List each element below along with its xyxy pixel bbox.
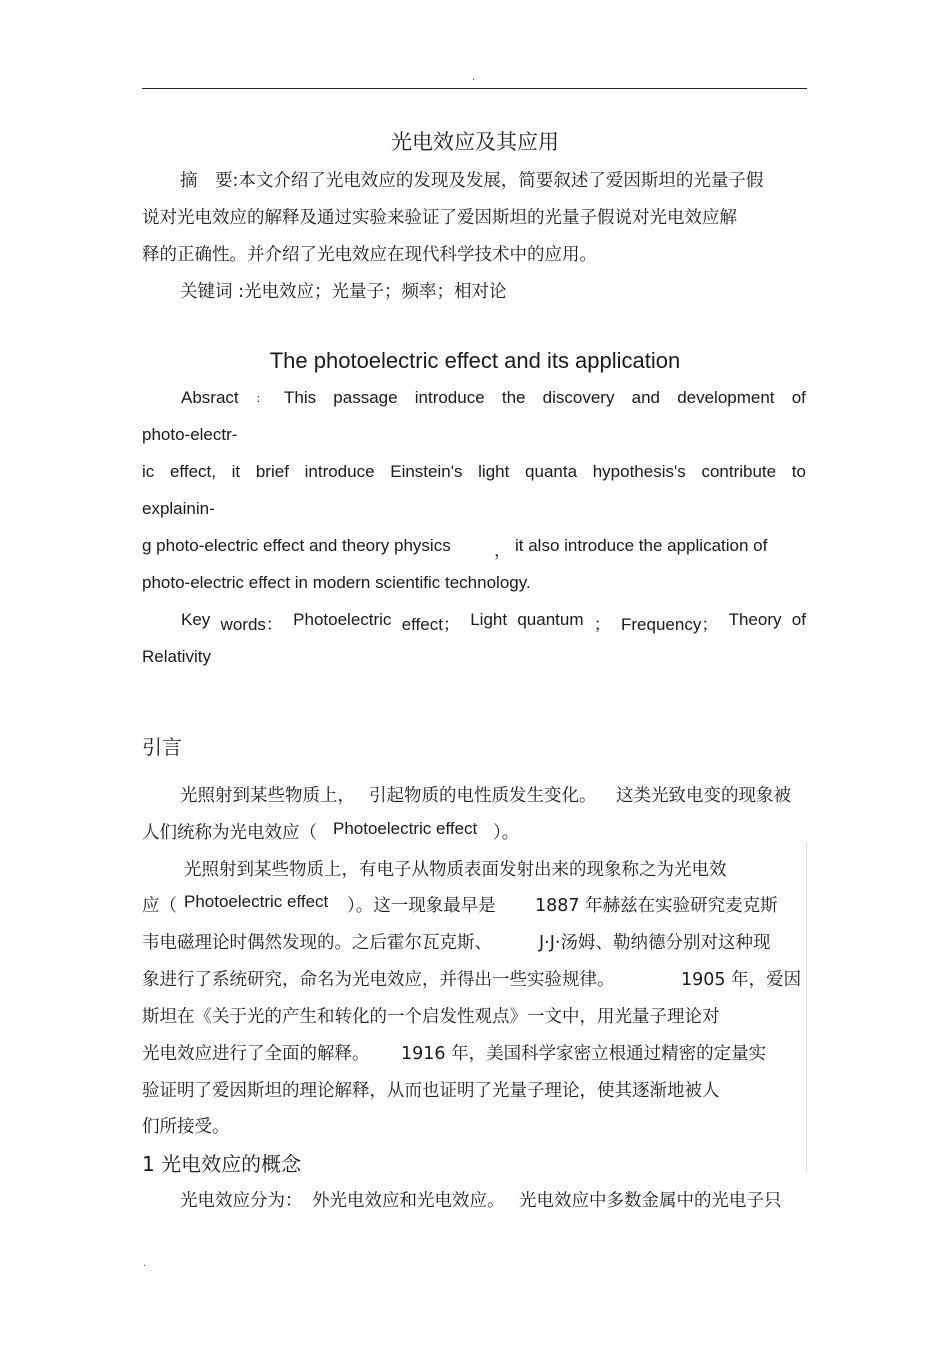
word: discovery (542, 388, 615, 407)
word: effect, (169, 462, 216, 481)
word: ic (142, 462, 155, 481)
intro-p2-line-2c: ）。这一现象最早是 (347, 896, 496, 916)
intro-p2-line-2d: 1887 年赫兹在实验研究麦克斯 (535, 896, 778, 916)
section-1-line-1c: 光电效应中多数金属中的光电子只 (519, 1191, 782, 1211)
abstract-en-line-2: photo-electr- (142, 425, 238, 444)
word: of (791, 388, 806, 407)
keywords-en-line-1 (181, 610, 806, 635)
intro-p1-line-2c: ）。 (493, 823, 520, 843)
abstract-en-line-5a: g photo-electric effect and theory physics (142, 536, 451, 555)
word: the (501, 388, 526, 407)
word: of (791, 610, 806, 629)
word: and (631, 388, 661, 407)
intro-p2-line-6a: 光电效应进行了全面的解释。 (142, 1044, 370, 1064)
intro-heading: 引言 (142, 735, 182, 759)
abstract-en-line-5b: ， (494, 541, 511, 560)
word: passage (333, 388, 398, 407)
intro-p2-line-3b: J·J·汤姆、勒纳德分别对这种现 (539, 933, 771, 953)
abstract-en-line-3 (142, 462, 806, 482)
word: Light (470, 610, 508, 629)
word: to (791, 462, 806, 481)
word: Key (181, 610, 211, 629)
section-1-heading: 1 光电效应的概念 (142, 1152, 302, 1176)
word: brief (255, 462, 289, 481)
intro-p2-line-3a: 韦电磁理论时偶然发现的。之后霍尔瓦克斯、 (142, 933, 492, 953)
abstract-zh-line-3: 释的正确性。并介绍了光电效应在现代科学技术中的应用。 (142, 245, 597, 265)
margin-line (806, 842, 807, 1172)
abstract-zh-line-2: 说对光电效应的解释及通过实验来验证了爱因斯坦的光量子假说对光电效应解 (142, 208, 737, 228)
intro-p2-line-6b: 1916 年，美国科学家密立根通过精密的定量实 (401, 1044, 767, 1064)
word: words： (220, 615, 283, 634)
word: This (283, 388, 317, 407)
word: contribute (701, 462, 777, 481)
abstract-en-line-5c: it also introduce the application of (515, 536, 768, 555)
intro-p1-line-1a: 光照射到某些物质上， (180, 786, 355, 806)
intro-p2-line-4a: 象进行了系统研究，命名为光电效应，并得出一些实验规律。 (142, 970, 615, 990)
intro-p2-line-4b: 1905 年，爱因 (681, 970, 802, 990)
footer-dot: . (143, 1258, 147, 1269)
intro-p2-line-8: 们所接受。 (142, 1117, 230, 1137)
section-1-line-1a: 光电效应分为： (180, 1191, 303, 1211)
intro-p2-line-7: 验证明了爱因斯坦的理论解释，从而也证明了光量子理论，使其逐渐地被人 (142, 1081, 720, 1101)
intro-p1-line-1c: 这类光致电变的现象被 (616, 786, 791, 806)
word: ： (255, 393, 267, 405)
section-1-line-1b: 外光电效应和光电效应。 (312, 1191, 505, 1211)
word: development (677, 388, 775, 407)
word: Einstein's (390, 462, 463, 481)
word: Frequency； (621, 615, 719, 634)
intro-p2-line-2b: Photoelectric effect (184, 892, 329, 911)
word: Photoelectric (293, 610, 392, 629)
abstract-en-line-6: photo-electric effect in modern scientific technology. (142, 573, 531, 592)
header-dot: . (472, 72, 476, 83)
word: quantum (517, 610, 584, 629)
intro-p2-line-2a: 应（ (142, 896, 177, 916)
abstract-en-line-4: explainin- (142, 499, 215, 518)
intro-p1-line-2a: 人们统称为光电效应（ (142, 823, 317, 843)
intro-p1-line-2b: Photoelectric effect (333, 819, 478, 838)
header-rule (142, 88, 807, 89)
word: introduce (414, 388, 485, 407)
word: introduce (304, 462, 375, 481)
abstract-en-line-1 (181, 388, 806, 410)
word: Theory (728, 610, 782, 629)
keywords-en-line-2: Relativity (142, 647, 211, 666)
intro-p2-line-5: 斯坦在《关于光的产生和转化的一个启发性观点》一文中，用光量子理论对 (142, 1007, 720, 1027)
word: quanta (525, 462, 578, 481)
keywords-zh: 关键词 :光电效应；光量子；频率；相对论 (180, 282, 507, 302)
abstract-zh-line-1: 摘 要:本文介绍了光电效应的发现及发展，简要叙述了爱因斯坦的光量子假 (180, 171, 764, 191)
word: Absract (181, 388, 239, 407)
word: ； (593, 615, 611, 634)
title-english: The photoelectric effect and its application (269, 348, 681, 373)
word: effect； (401, 615, 460, 634)
word: light (478, 462, 510, 481)
intro-p1-line-1b: 引起物质的电性质发生变化。 (369, 786, 597, 806)
word: it (231, 462, 241, 481)
intro-p2-line-1: 光照射到某些物质上，有电子从物质表面发射出来的现象称之为光电效 (184, 860, 727, 880)
title-chinese: 光电效应及其应用 (391, 130, 559, 154)
word: hypothesis's (592, 462, 686, 481)
